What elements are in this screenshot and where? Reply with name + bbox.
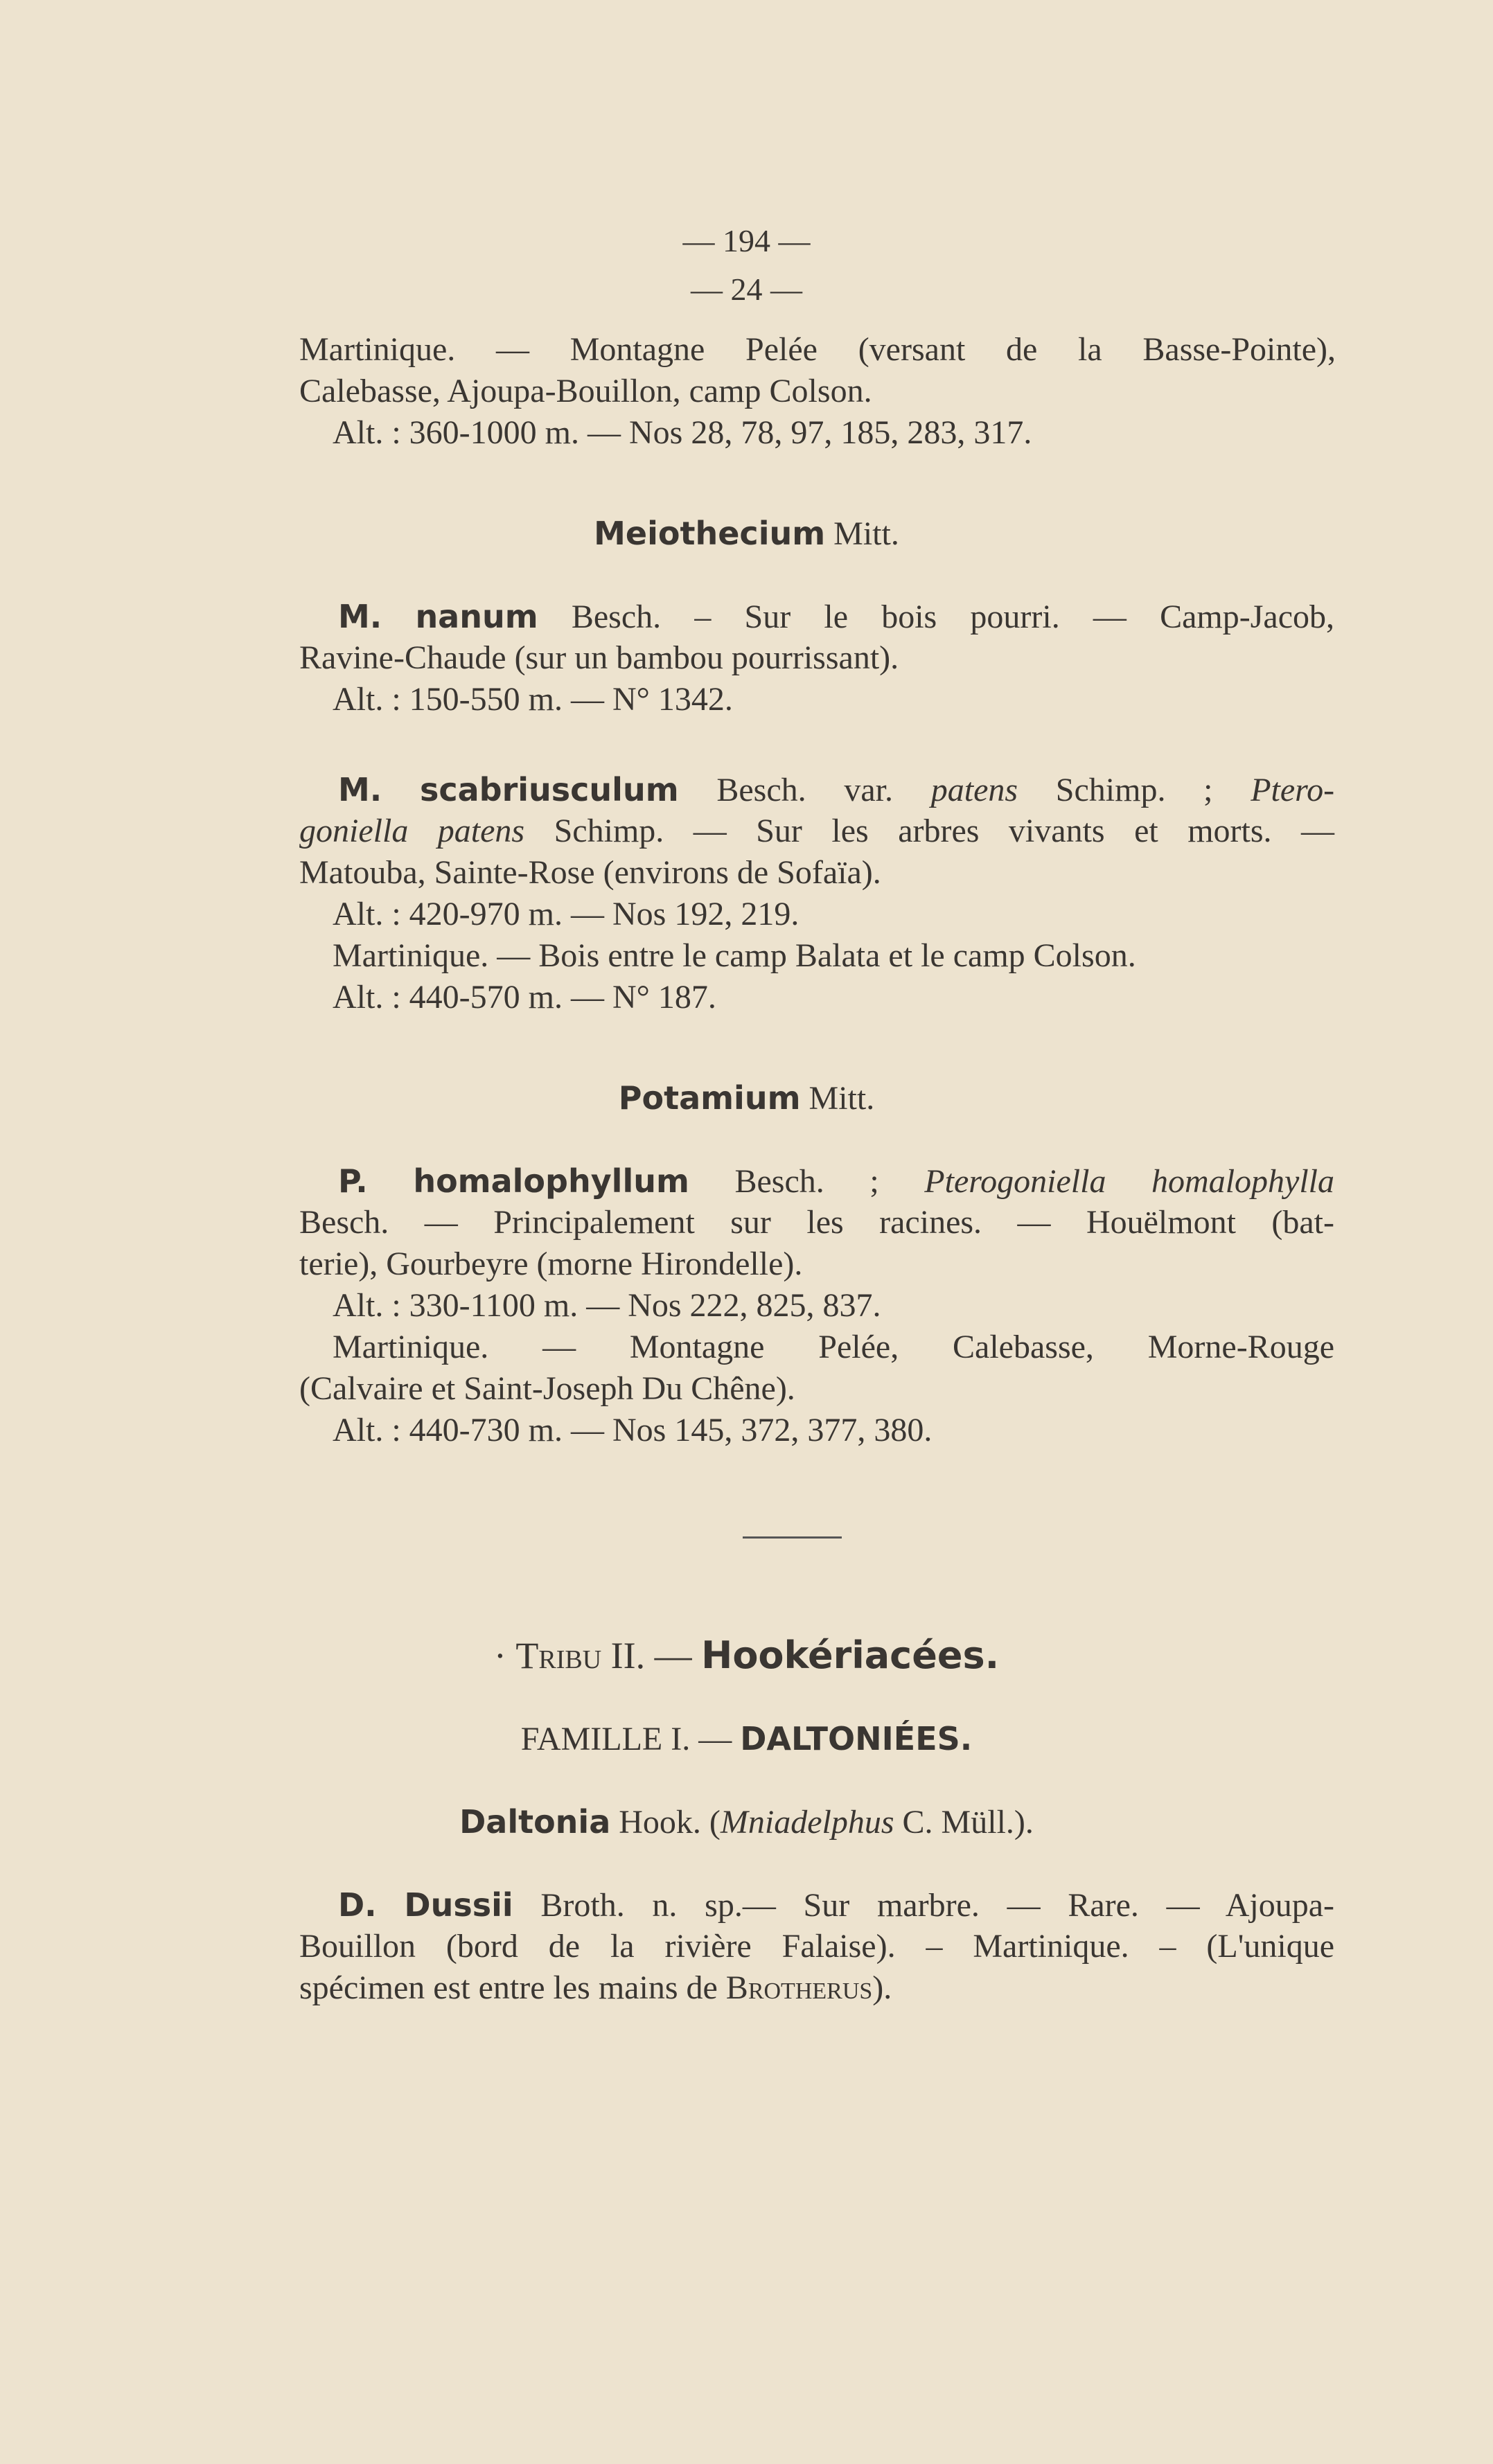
species-abbr: M.	[338, 598, 382, 635]
text-line: Bouillon (bord de la rivière Falaise). – Martinique. – (L'unique	[299, 1928, 1334, 1965]
text-line: Matouba, Sainte-Rose (environs de Sofaïa).	[299, 854, 881, 891]
synonym-fragment: goniella patens	[299, 813, 525, 849]
text-line: Martinique. — Montagne Pelée (versant de la Basse-Pointe),	[299, 331, 1336, 368]
synonym: Pterogoniella homalophylla	[924, 1163, 1335, 1200]
text-line: Martinique. — Montagne Pelée, Calebasse, Morne-Rouge	[333, 1329, 1334, 1365]
text-line: terie), Gourbeyre (morne Hirondelle).	[299, 1246, 803, 1282]
species-entry-header	[338, 1160, 1334, 1203]
text-line: Alt. : 440-570 m. — N° 187.	[333, 979, 716, 1016]
species-entry-header	[338, 596, 1334, 638]
family-label: FAMILLE I. —	[520, 1721, 732, 1757]
tribe-heading	[0, 1631, 1493, 1680]
species-abbr: D.	[338, 1886, 377, 1924]
genus-name: Meiothecium	[594, 515, 826, 552]
tribe-label: Tribu II. —	[515, 1635, 692, 1676]
genus-synonym-author: C. Müll.).	[902, 1804, 1034, 1841]
species-name: scabriusculum	[419, 771, 679, 808]
text-fragment: Besch. ;	[734, 1163, 879, 1200]
species-entry-header	[338, 1884, 1334, 1926]
section-divider	[743, 1536, 842, 1539]
variety-name: patens	[930, 772, 1018, 808]
text-line: Alt. : 150-550 m. — N° 1342.	[333, 681, 733, 718]
text-line: Ravine-Chaude (sur un bambou pourrissant).	[299, 639, 899, 676]
sub-page-number: — 24 —	[691, 272, 802, 307]
text-line: Calebasse, Ajoupa-Bouillon, camp Colson.	[299, 373, 872, 409]
text-line: Martinique. — Bois entre le camp Balata et le camp Colson.	[333, 937, 1136, 974]
text-fragment: Besch. var.	[716, 772, 894, 808]
genus-author: Hook. (	[619, 1804, 721, 1841]
genus-heading	[0, 513, 1493, 555]
species-abbr: P.	[338, 1162, 368, 1200]
species-name: nanum	[415, 598, 538, 635]
bullet: ·	[493, 1635, 506, 1676]
genus-author: Mitt.	[809, 1080, 875, 1117]
family-name: DALTONIÉES.	[740, 1720, 973, 1757]
text-line: Alt. : 330-1100 m. — Nos 222, 825, 837.	[333, 1287, 881, 1324]
family-heading	[0, 1718, 1493, 1760]
genus-heading	[0, 1801, 1493, 1843]
text-fragment: spécimen est entre les mains de	[299, 1969, 718, 2006]
text-line: Alt. : 420-970 m. — Nos 192, 219.	[333, 896, 799, 932]
genus-synonym: Mniadelphus	[720, 1804, 894, 1841]
species-name: Dussii	[404, 1886, 513, 1924]
text-line: Besch. — Principalement sur les racines. — Houëlmont (bat-	[299, 1204, 1334, 1241]
text-line	[299, 1967, 892, 2009]
species-entry-header	[338, 769, 1334, 811]
text-fragment: Schimp. — Sur les arbres vivants et morts. —	[554, 813, 1335, 849]
text-line: (Calvaire et Saint-Joseph Du Chêne).	[299, 1370, 795, 1407]
genus-name: Daltonia	[459, 1803, 611, 1841]
text-line: Alt. : 440-730 m. — Nos 145, 372, 377, 380.	[333, 1412, 933, 1448]
species-name: homalophyllum	[413, 1162, 689, 1200]
text-line	[299, 810, 1334, 852]
genus-name: Potamium	[618, 1079, 801, 1117]
text-fragment: ).	[872, 1969, 892, 2006]
text-fragment: Besch. – Sur le bois pourri. — Camp-Jacob,	[571, 599, 1335, 635]
species-abbr: M.	[338, 771, 382, 808]
tribe-name: Hookériacées.	[701, 1633, 1000, 1677]
person-name: Brotherus	[725, 1969, 873, 2006]
text-line: Alt. : 360-1000 m. — Nos 28, 78, 97, 185, 283, 317.	[333, 414, 1032, 451]
genus-heading	[0, 1077, 1493, 1119]
synonym-fragment: Ptero-	[1251, 772, 1335, 808]
page-number: — 194 —	[682, 223, 811, 258]
genus-author: Mitt.	[833, 515, 899, 552]
text-fragment: Schimp. ;	[1055, 772, 1213, 808]
text-fragment: Broth. n. sp.— Sur marbre. — Rare. — Ajoupa-	[540, 1887, 1335, 1924]
